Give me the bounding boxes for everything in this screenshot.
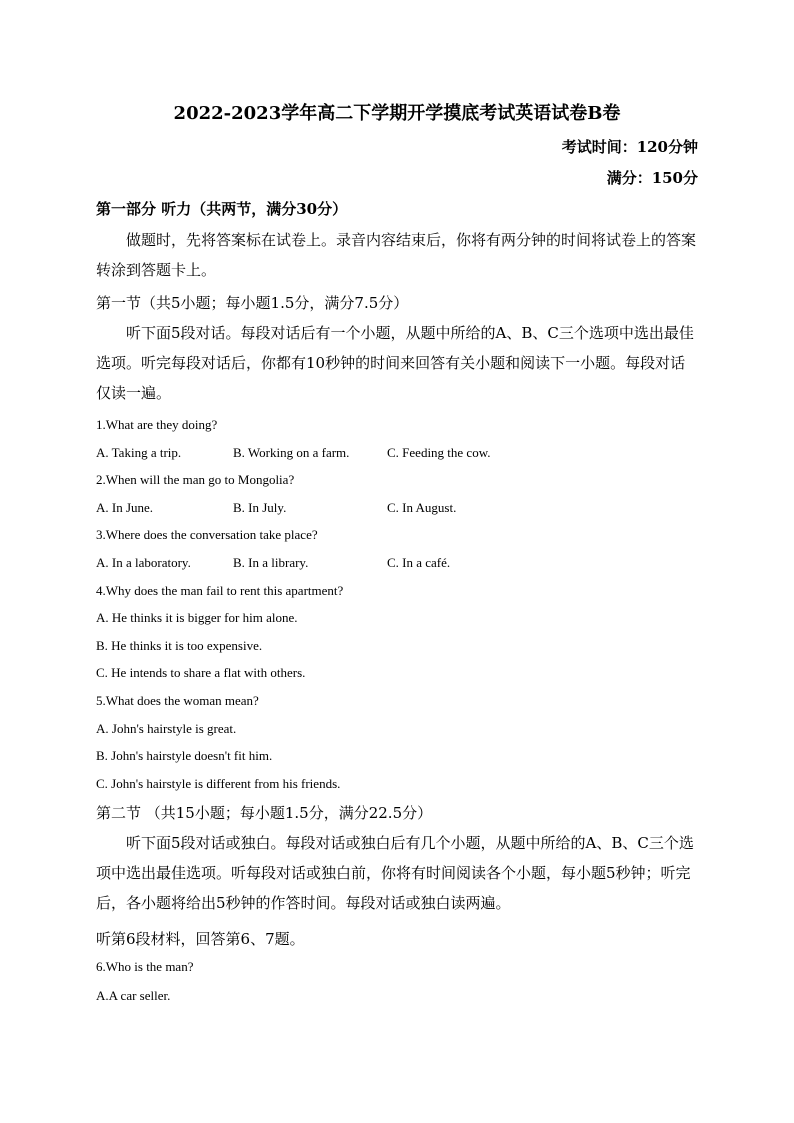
material-6-instruction: 听第6段材料，回答第6、7题。 <box>96 930 305 948</box>
q4-option-a: A. He thinks it is bigger for him alone. <box>96 610 298 625</box>
q4-option-c: C. He intends to share a flat with others. <box>96 665 306 680</box>
q3-option-a: A. In a laboratory. <box>96 555 191 570</box>
q5-option-c: C. John's hairstyle is different from his friends. <box>96 776 341 791</box>
q6-option-a: A.A car seller. <box>96 988 171 1003</box>
question-3: 3.Where does the conversation take place? <box>96 527 318 542</box>
exam-time: 考试时间：120分钟 <box>561 138 698 156</box>
q1-option-b: B. Working on a farm. <box>233 445 350 460</box>
section1-heading: 第一节（共5小题；每小题1.5分，满分7.5分） <box>96 294 409 312</box>
q5-option-a: A. John's hairstyle is great. <box>96 721 237 736</box>
q3-option-b: B. In a library. <box>233 555 309 570</box>
q5-option-b: B. John's hairstyle doesn't fit him. <box>96 748 273 763</box>
part1-heading: 第一部分 听力（共两节，满分30分） <box>96 200 348 218</box>
question-6: 6.Who is the man? <box>96 959 194 974</box>
exam-title: 2022-2023学年高二下学期开学摸底考试英语试卷B卷 <box>173 103 621 124</box>
part1-intro: 做题时，先将答案标在试卷上。录音内容结束后，你将有两分钟的时间将试卷上的答案转涂到答题卡上。 <box>96 231 697 279</box>
q4-option-b: B. He thinks it is too expensive. <box>96 638 263 653</box>
q1-option-c: C. Feeding the cow. <box>387 445 491 460</box>
q1-option-a: A. Taking a trip. <box>96 445 182 460</box>
question-2: 2.When will the man go to Mongolia? <box>96 472 295 487</box>
question-5: 5.What does the woman mean? <box>96 693 259 708</box>
q2-option-b: B. In July. <box>233 500 287 515</box>
question-1: 1.What are they doing? <box>96 417 218 432</box>
exam-score: 满分：150分 <box>606 169 698 187</box>
q2-option-a: A. In June. <box>96 500 154 515</box>
question-4: 4.Why does the man fail to rent this apartment? <box>96 583 344 598</box>
q2-option-c: C. In August. <box>387 500 457 515</box>
section2-heading: 第二节 （共15小题；每小题1.5分，满分22.5分） <box>96 804 433 822</box>
q3-option-c: C. In a café. <box>387 555 451 570</box>
section1-intro: 听下面5段对话。每段对话后有一个小题，从题中所给的A、B、C三个选项中选出最佳选项。听完每段对话后，你都有10秒钟的时间来回答有关小题和阅读下一小题。每段对话仅读一遍。 <box>96 324 694 402</box>
section2-intro: 听下面5段对话或独白。每段对话或独白后有几个小题，从题中所给的A、B、C三个选项中选出最佳选项。听每段对话或独白前，你将有时间阅读各个小题，每小题5秒钟；听完后，各小题将给出5秒钟的作答时间。每段对话或独白读两遍。 <box>96 834 694 912</box>
